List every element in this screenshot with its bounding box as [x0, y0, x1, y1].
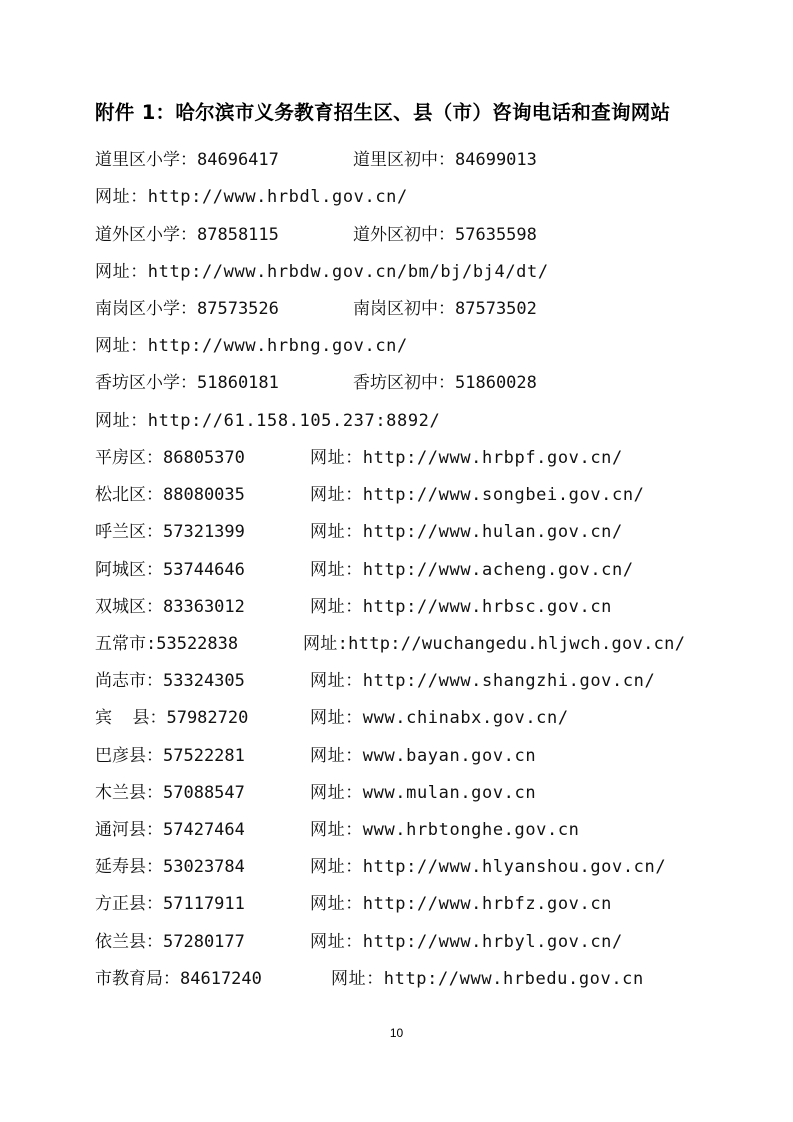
contact-line: [95, 517, 785, 547]
contact-primary: 呼兰区：57321399: [95, 522, 245, 542]
contact-primary: 依兰县：57280177: [95, 932, 245, 952]
contact-line: [95, 480, 785, 510]
contact-primary: 延寿县：53023784: [95, 857, 245, 877]
contact-primary: 松北区：88080035: [95, 485, 245, 505]
contact-line: [95, 889, 785, 919]
contact-line: [95, 703, 785, 733]
contact-secondary: 道外区初中：57635598: [353, 225, 537, 245]
contact-secondary: 网址：http://www.hlyanshou.gov.cn/: [310, 857, 667, 877]
contact-primary: 市教育局：84617240: [95, 969, 262, 989]
contact-line: [95, 257, 785, 287]
contact-primary: 道外区小学：87858115: [95, 225, 279, 245]
contact-primary: 平房区：86805370: [95, 448, 245, 468]
contact-secondary: 网址：http://www.hrbfz.gov.cn: [310, 894, 613, 914]
contact-primary: 木兰县：57088547: [95, 783, 245, 803]
contact-line: [95, 368, 785, 398]
contact-primary: 通河县：57427464: [95, 820, 245, 840]
contact-line: [95, 555, 785, 585]
contact-primary: 网址：http://www.hrbdw.gov.cn/bm/bj/bj4/dt/: [95, 262, 549, 282]
contact-primary: 巴彦县：57522281: [95, 746, 245, 766]
contact-primary: 五常市:53522838: [95, 634, 239, 654]
contact-secondary: 网址：http://www.hrbsc.gov.cn: [310, 597, 613, 617]
contact-line: [95, 592, 785, 622]
contact-secondary: 网址:http://wuchangedu.hljwch.gov.cn/: [303, 634, 686, 654]
contact-primary: 网址：http://www.hrbng.gov.cn/: [95, 336, 408, 356]
contact-primary: 双城区：83363012: [95, 597, 245, 617]
contact-secondary: 网址：http://www.songbei.gov.cn/: [310, 485, 645, 505]
contact-secondary: 网址：www.hrbtonghe.gov.cn: [310, 820, 580, 840]
contact-primary: 香坊区小学：51860181: [95, 373, 279, 393]
contact-line: [95, 964, 785, 994]
contact-secondary: 网址：http://www.hrbedu.gov.cn: [331, 969, 644, 989]
contact-line: [95, 331, 785, 361]
contact-primary: 网址：http://61.158.105.237:8892/: [95, 411, 441, 431]
contact-secondary: 南岗区初中：87573502: [353, 299, 537, 319]
contact-line: [95, 852, 785, 882]
contact-primary: 道里区小学：84696417: [95, 150, 279, 170]
contact-line: [95, 629, 785, 659]
contact-secondary: 网址：http://www.shangzhi.gov.cn/: [310, 671, 656, 691]
contact-primary: 网址：http://www.hrbdl.gov.cn/: [95, 187, 408, 207]
contact-line: [95, 145, 785, 175]
contact-secondary: 网址：www.chinabx.gov.cn/: [310, 708, 569, 728]
contact-secondary: 网址：http://www.hulan.gov.cn/: [310, 522, 623, 542]
contact-secondary: 道里区初中：84699013: [353, 150, 537, 170]
contact-primary: 尚志市：53324305: [95, 671, 245, 691]
contact-line: [95, 927, 785, 957]
contact-secondary: 网址：www.mulan.gov.cn: [310, 783, 537, 803]
contact-secondary: 香坊区初中：51860028: [353, 373, 537, 393]
contact-secondary: 网址：http://www.hrbyl.gov.cn/: [310, 932, 623, 952]
contact-line: [95, 666, 785, 696]
contact-primary: 方正县：57117911: [95, 894, 245, 914]
contact-line: [95, 294, 785, 324]
document-title: 附件 1：哈尔滨市义务教育招生区、县（市）咨询电话和查询网站: [95, 101, 671, 124]
contact-line: [95, 182, 785, 212]
contact-secondary: 网址：http://www.hrbpf.gov.cn/: [310, 448, 623, 468]
contact-secondary: 网址：www.bayan.gov.cn: [310, 746, 537, 766]
contact-line: [95, 815, 785, 845]
contact-line: [95, 406, 785, 436]
contact-primary: 宾 县：57982720: [95, 708, 249, 728]
contact-line: [95, 741, 785, 771]
contact-secondary: 网址：http://www.acheng.gov.cn/: [310, 560, 634, 580]
contact-line: [95, 778, 785, 808]
contact-primary: 阿城区：53744646: [95, 560, 245, 580]
page-number: 10: [389, 1026, 404, 1040]
contact-line: [95, 443, 785, 473]
contact-line: [95, 220, 785, 250]
contact-primary: 南岗区小学：87573526: [95, 299, 279, 319]
